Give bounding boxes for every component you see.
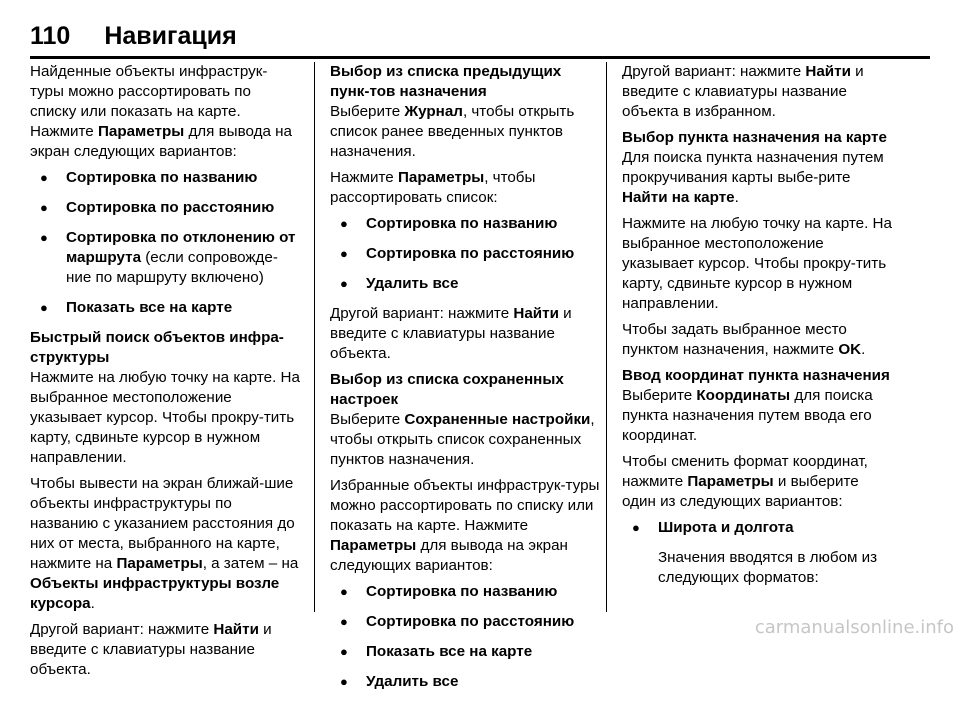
option-list: [30, 168, 300, 318]
paragraph: Нажмите Параметры, чтобы рассортировать список:: [330, 169, 536, 206]
list-item: ● Сортировка по расстоянию: [30, 198, 300, 218]
paragraph: Нажмите на любую точку на карте. На выбранное местоположение указывает курсор. Чтобы прокру-тить карту, сдвиньте курсор в нужном направлении.: [622, 215, 892, 312]
list-item: ● Сортировка по названию: [330, 214, 600, 234]
header-rule: [30, 56, 930, 59]
column-3: [622, 62, 892, 594]
list-item: ● Широта и долгота: [622, 518, 892, 538]
paragraph: Другой вариант: нажмите Найти и введите с клавиатуры название объекта.: [330, 305, 572, 362]
page-header: [30, 22, 237, 58]
option-list: [622, 518, 892, 538]
section-heading: Быстрый поиск объектов инфра-структуры: [30, 329, 284, 366]
option-list: [330, 214, 600, 294]
paragraph: Избранные объекты инфраструк-туры можно рассортировать по списку или показать на карте. Нажмите Параметры для вывода на экран следующих вариантов:: [330, 477, 600, 574]
paragraph: Другой вариант: нажмите Найти и введите с клавиатуры название объекта.: [30, 621, 272, 678]
list-item: ● Сортировка по названию: [330, 582, 600, 602]
list-item: ● Сортировка по названию: [30, 168, 300, 188]
paragraph: Чтобы сменить формат координат, нажмите Параметры и выберите один из следующих вариантов:: [622, 453, 868, 510]
section-heading: Выбор пункта назначения на карте: [622, 129, 887, 146]
paragraph: Для поиска пункта назначения путем прокручивания карты выбе-рите Найти на карте.: [622, 149, 884, 206]
section-heading: Ввод координат пункта назначения: [622, 367, 890, 384]
paragraph: Выберите Координаты для поиска пункта назначения путем ввода его координат.: [622, 387, 873, 444]
option-list: [330, 582, 600, 692]
paragraph: Значения вводятся в любом из следующих форматов:: [658, 549, 878, 586]
list-item: ● Сортировка по расстоянию: [330, 244, 600, 264]
paragraph: Другой вариант: нажмите Найти и введите с клавиатуры название объекта в избранном.: [622, 63, 864, 120]
paragraph: Выберите Журнал, чтобы открыть список ранее введенных пунктов назначения.: [330, 103, 575, 160]
page-number: 110: [30, 22, 71, 50]
paragraph: Нажмите на любую точку на карте. На выбранное местоположение указывает курсор. Чтобы прокру-тить карту, сдвиньте курсор в нужном направлении.: [30, 369, 300, 466]
column-2: [330, 62, 600, 702]
paragraph: Выберите Сохраненные настройки, чтобы открыть список сохраненных пунктов назначения.: [330, 411, 595, 468]
list-item: ● Показать все на карте: [330, 642, 600, 662]
column-1: [30, 62, 300, 686]
list-item: ● Удалить все: [330, 672, 600, 692]
list-item: ● Удалить все: [330, 274, 600, 294]
list-item: ● Показать все на карте: [30, 298, 300, 318]
paragraph: Найденные объекты инфраструк-туры можно рассортировать по списку или показать на карте. Нажмите Параметры для вывода на экран следующих вариантов:: [30, 63, 292, 160]
column-divider: [606, 62, 607, 612]
list-item: ● Сортировка по отклонению от маршрута (если сопровожде-ние по маршруту включено): [30, 228, 300, 288]
paragraph: Чтобы задать выбранное место пунктом назначения, нажмите OK.: [622, 321, 866, 358]
paragraph: Чтобы вывести на экран ближай-шие объекты инфраструктуры по названию с указанием расстояния до них от места, выбранного на карте, нажмите на Параметры, а затем – на Объекты инфраструктуры возле курсора.: [30, 475, 299, 612]
section-heading: Выбор из списка сохраненных настроек: [330, 371, 564, 408]
section-heading: Выбор из списка предыдущих пунк-тов назначения: [330, 63, 562, 100]
watermark: carmanualsonline.info: [754, 617, 954, 638]
list-item: ● Сортировка по расстоянию: [330, 612, 600, 632]
page-title: Навигация: [104, 22, 237, 50]
column-divider: [314, 62, 315, 612]
